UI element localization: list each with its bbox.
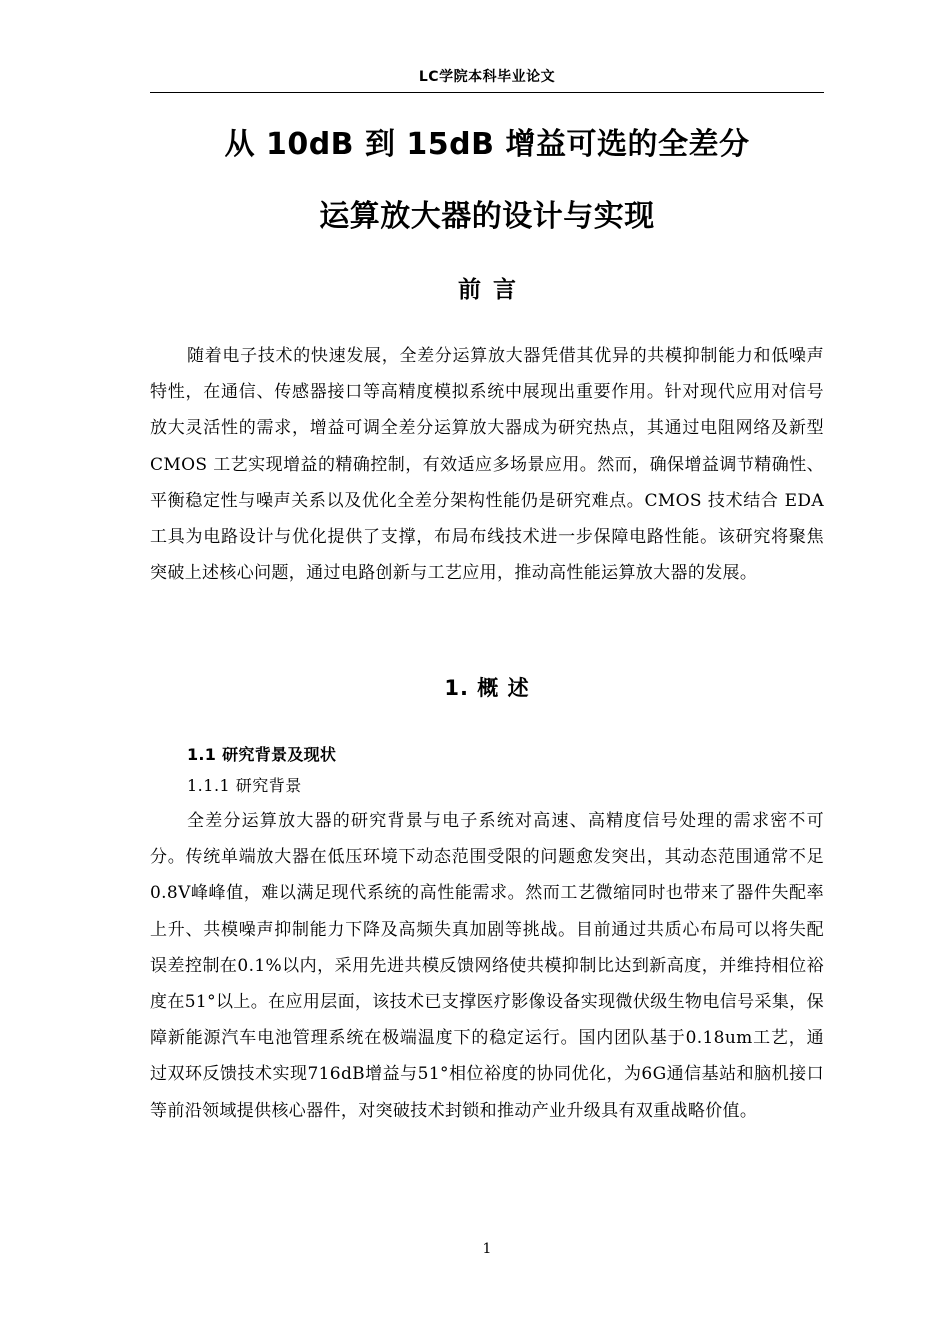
- preface-heading: 前言: [458, 277, 528, 303]
- running-header: LC学院本科毕业论文: [418, 69, 556, 85]
- preface-paragraph: 随着电子技术的快速发展，全差分运算放大器凭借其优异的共模抑制能力和低噪声特性，在通信、传感器接口等高精度模拟系统中展现出重要作用。针对现代应用对信号放大灵活性的需求，增益可调全差分运算放大器成为研究热点，其通过电阻网络及新型 CMOS 工艺实现增益的精确控制，有效适应多场景应用。然而，确保增益调节精确性、平衡稳定性与噪声关系以及优化全差分架构性能仍是研究难点。CMOS 技术结合 EDA 工具为电路设计与优化提供了支撑，布局布线技术进一步保障电路性能。该研究将聚焦突破上述核心问题，通过电路创新与工艺应用，推动高性能运算放大器的发展。: [150, 346, 824, 584]
- section-heading-overview: 1. 概 述: [444, 676, 530, 700]
- thesis-title-line-2: 运算放大器的设计与实现: [319, 199, 655, 234]
- subsection-heading: 1.1 研究背景及现状: [187, 745, 337, 764]
- subsubsection-heading: 1.1.1 研究背景: [187, 776, 302, 795]
- page-number: 1: [482, 1241, 492, 1257]
- header-divider: [150, 92, 824, 93]
- background-paragraph: 全差分运算放大器的研究背景与电子系统对高速、高精度信号处理的需求密不可分。传统单端放大器在低压环境下动态范围受限的问题愈发突出，其动态范围通常不足0.8V峰峰值，难以满足现代系统的高性能需求。然而工艺微缩同时也带来了器件失配率上升、共模噪声抑制能力下降及高频失真加剧等挑战。目前通过共质心布局可以将失配误差控制在0.1%以内，采用先进共模反馈网络使共模抑制比达到新高度，并维持相位裕度在51°以上。在应用层面，该技术已支撑医疗影像设备实现微伏级生物电信号采集，保障新能源汽车电池管理系统在极端温度下的稳定运行。国内团队基于0.18um工艺，通过双环反馈技术实现716dB增益与51°相位裕度的协同优化，为6G通信基站和脑机接口等前沿领域提供核心器件，对突破技术封锁和推动产业升级具有双重战略价值。: [150, 811, 824, 1121]
- thesis-title-line-1: 从 10dB 到 15dB 增益可选的全差分: [224, 127, 750, 162]
